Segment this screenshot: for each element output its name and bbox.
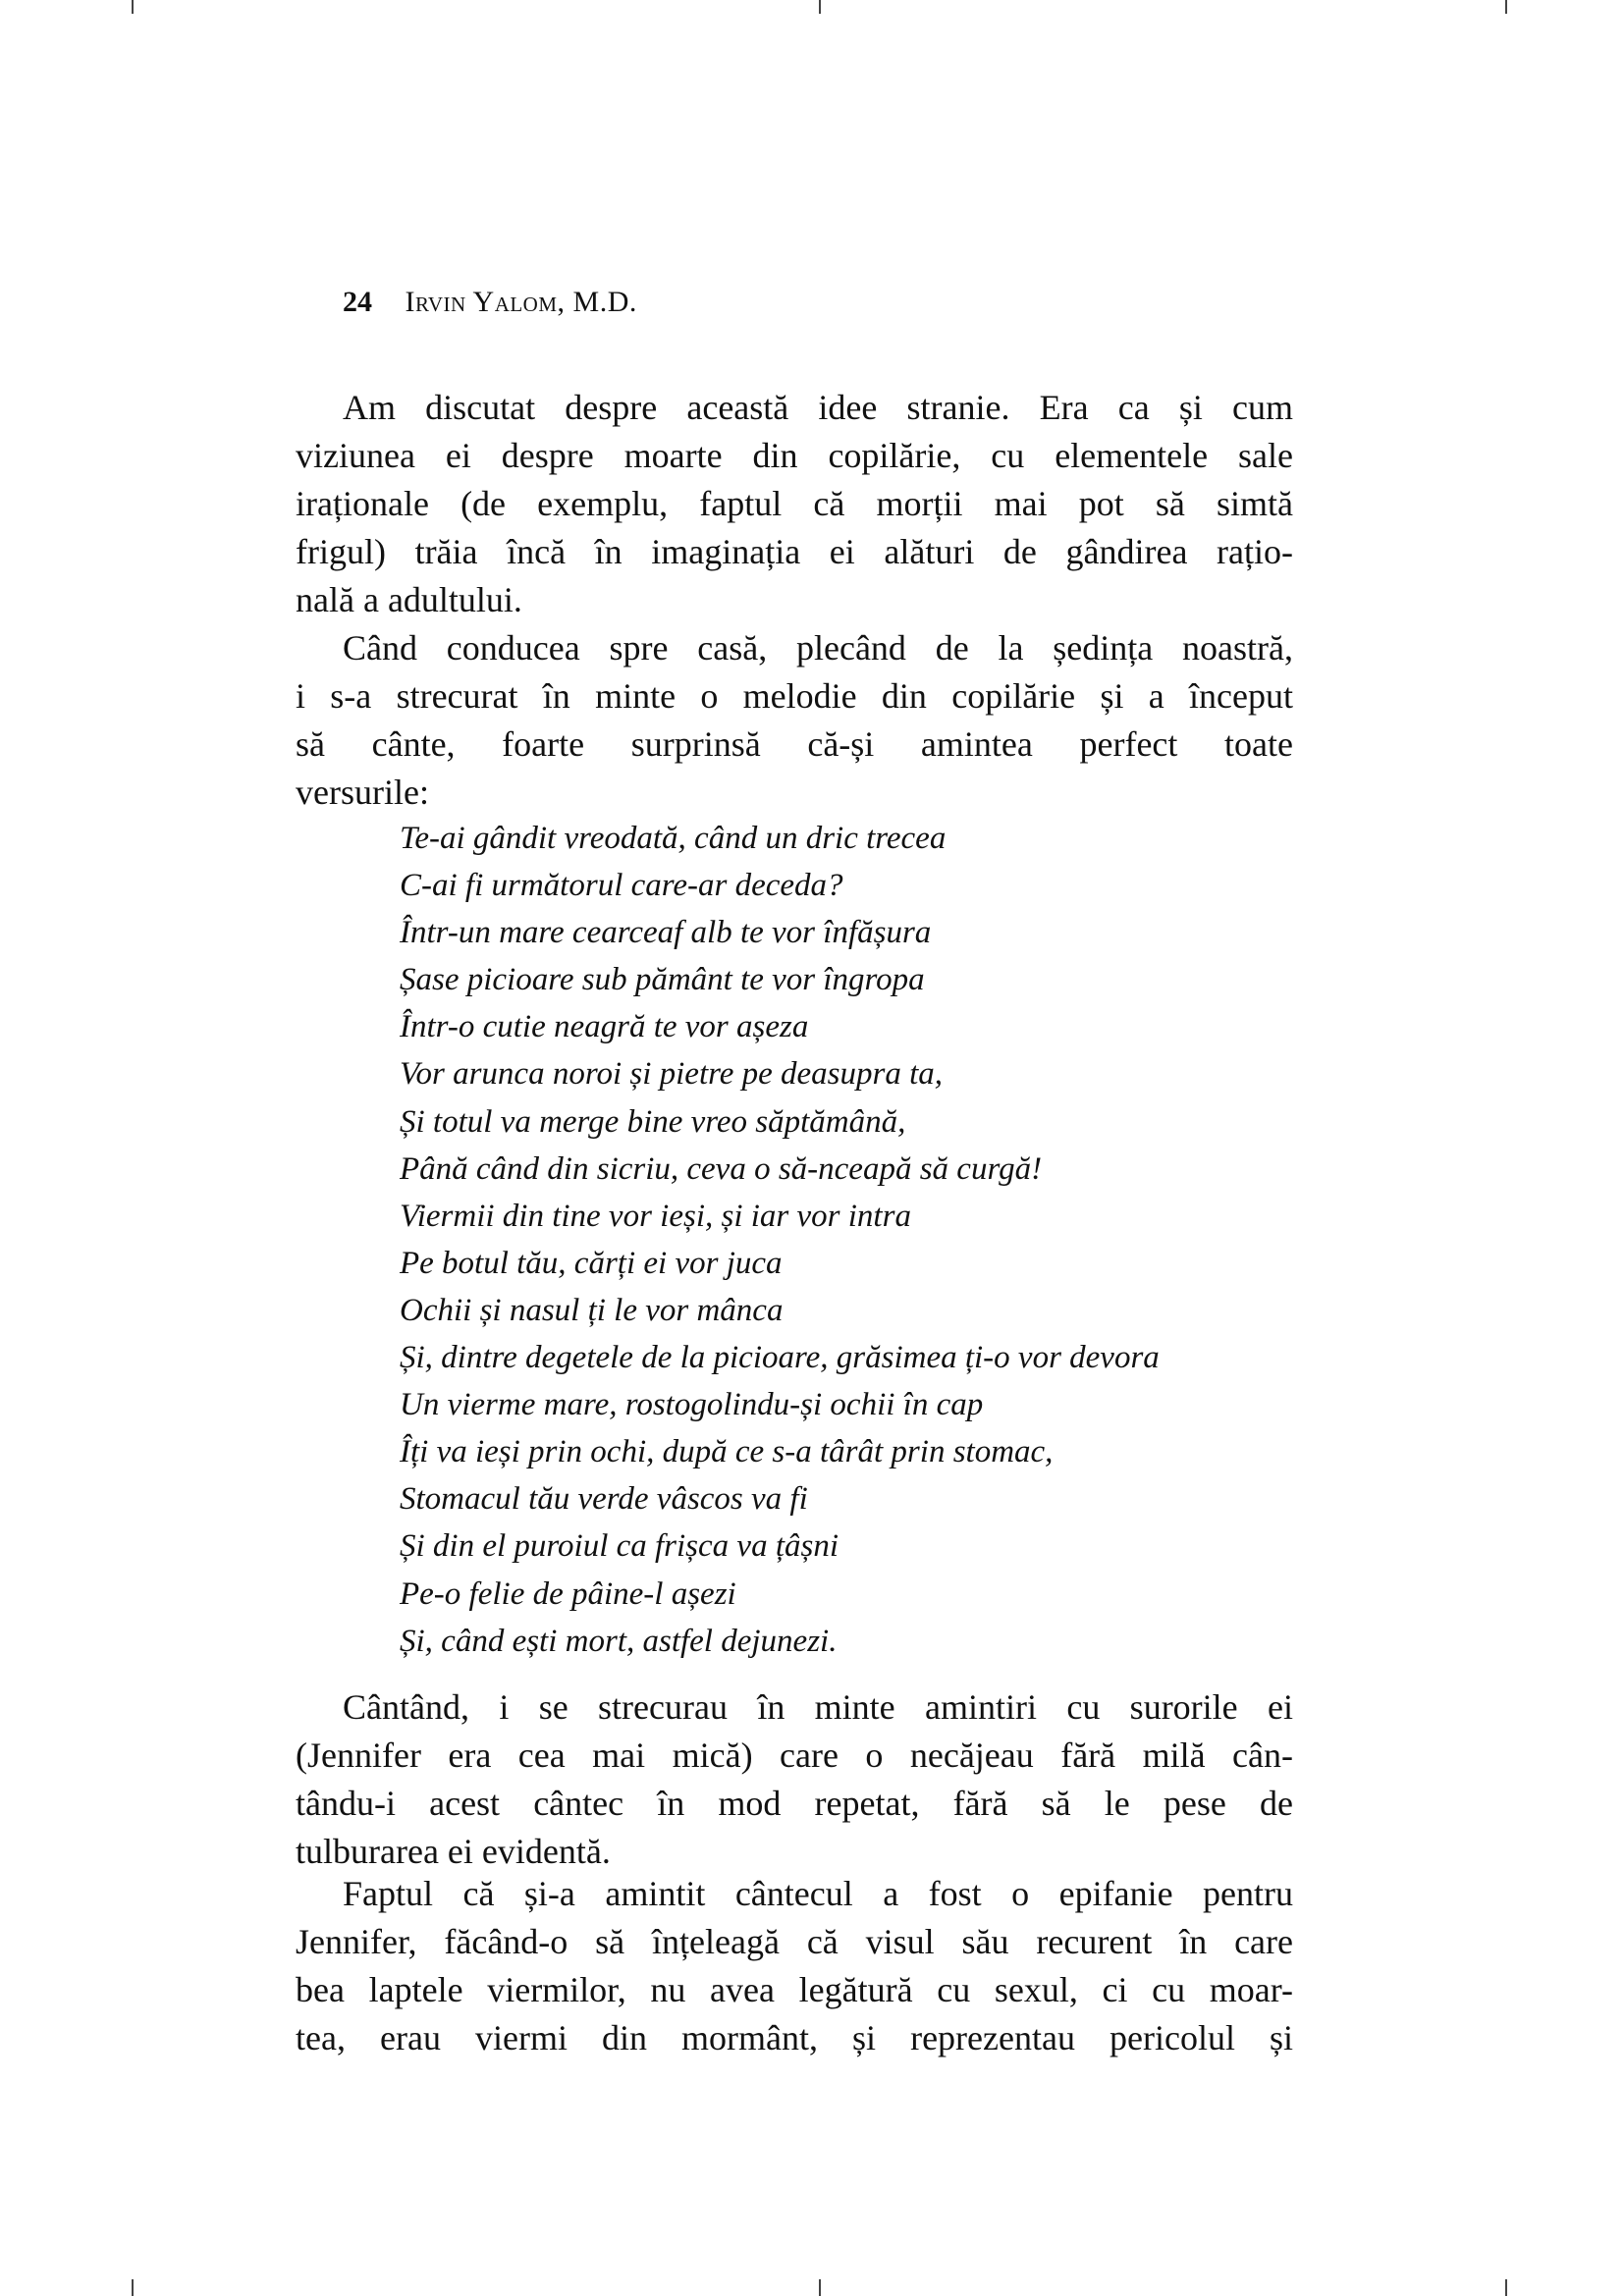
verse-line: Stomacul tău verde vâscos va fi <box>400 1481 808 1518</box>
verse-line: Viermii din tine vor ieși, și iar vor intra <box>400 1198 911 1234</box>
paragraph-3 <box>296 1683 1293 1876</box>
verse-line: Până când din sicriu, ceva o să-nceapă să curgă! <box>400 1150 1043 1187</box>
verse-line: Îți va ieși prin ochi, după ce s-a târât prin stomac, <box>400 1434 1054 1470</box>
text-line: i s-a strecurat în minte o melodie din copilărie și a început <box>296 676 1293 716</box>
verse-line: Pe botul tău, cărți ei vor juca <box>400 1245 783 1281</box>
crop-mark-bottom-center <box>819 2279 821 2296</box>
text-line: versurile: <box>296 773 429 812</box>
song-verse <box>400 815 1160 1665</box>
page-number: 24 <box>343 286 372 318</box>
text-line: nală a adultului. <box>296 580 522 619</box>
verse-line: Și totul va merge bine vreo săptămână, <box>400 1103 906 1140</box>
text-line: Jennifer, făcând-o să înțeleagă că visul său recurent în care <box>296 1922 1293 1961</box>
crop-mark-bottom-right <box>1505 2279 1507 2296</box>
crop-mark-top-left <box>132 0 134 14</box>
verse-line: Și, când ești mort, astfel dejunezi. <box>400 1623 838 1659</box>
verse-line: Șase picioare sub pământ te vor îngropa <box>400 962 925 998</box>
verse-line: Pe-o felie de pâine-l așezi <box>400 1575 736 1612</box>
verse-line: Într-un mare cearceaf alb te vor înfășura <box>400 915 932 951</box>
text-line: frigul) trăia încă în imaginația ei alături de gândirea rațio- <box>296 532 1293 571</box>
verse-line: Un vierme mare, rostogolindu-și ochii în cap <box>400 1387 984 1423</box>
verse-line: C-ai fi următorul care-ar deceda? <box>400 868 843 904</box>
paragraph-1 <box>296 384 1293 624</box>
text-line: tându-i acest cântec în mod repetat, fără să le pese de <box>296 1784 1293 1823</box>
text-line: să cânte, foarte surprinsă că-și amintea perfect toate <box>296 724 1293 764</box>
verse-line: Ochii și nasul ți le vor mânca <box>400 1292 784 1328</box>
text-line: tulburarea ei evidentă. <box>296 1832 611 1871</box>
text-line: viziunea ei despre moarte din copilărie, cu elementele sale <box>296 436 1293 475</box>
text-line: (Jennifer era cea mai mică) care o necăjeau fără milă cân- <box>296 1735 1293 1775</box>
text-line: Cântând, i se strecurau în minte amintiri cu surorile ei <box>343 1687 1293 1727</box>
crop-mark-top-center <box>819 0 821 14</box>
text-line: Când conducea spre casă, plecând de la ședința noastră, <box>343 628 1293 667</box>
paragraph-4 <box>296 1870 1293 2062</box>
text-line: Faptul că și-a amintit cântecul a fost o epifanie pentru <box>343 1874 1293 1913</box>
running-header <box>343 285 637 320</box>
verse-line: Te-ai gândit vreodată, când un dric trecea <box>400 821 947 856</box>
text-line: iraționale (de exemplu, faptul că morții mai pot să simtă <box>296 484 1293 523</box>
text-line: Am discutat despre această idee stranie. Era ca și cum <box>343 388 1293 427</box>
verse-line: Într-o cutie neagră te vor așeza <box>400 1009 809 1045</box>
crop-mark-top-right <box>1505 0 1507 14</box>
paragraph-2 <box>296 624 1293 817</box>
verse-line: Vor arunca noroi și pietre pe deasupra ta, <box>400 1056 944 1093</box>
verse-line: Și din el puroiul ca frișca va țâșni <box>400 1528 839 1565</box>
running-header-author: Irvin Yalom, M.D. <box>405 286 637 318</box>
verse-line: Și, dintre degetele de la picioare, grăsimea ți-o vor devora <box>400 1340 1160 1376</box>
crop-mark-bottom-left <box>132 2279 134 2296</box>
text-line: bea laptele viermilor, nu avea legătură cu sexul, ci cu moar- <box>296 1970 1293 2009</box>
text-line: tea, erau viermi din mormânt, și reprezentau pericolul și <box>296 2018 1293 2057</box>
